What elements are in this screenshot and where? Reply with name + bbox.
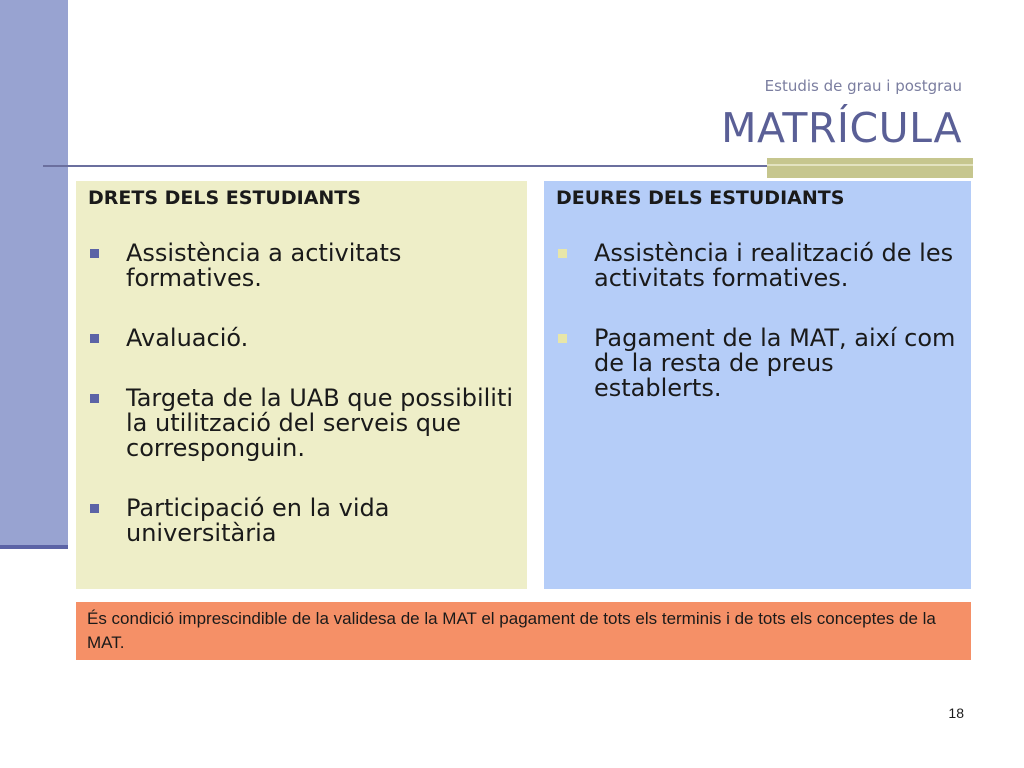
slide-title: MATRÍCULA	[721, 104, 962, 152]
drets-heading: DRETS DELS ESTUDIANTS	[88, 187, 361, 209]
drets-list	[88, 241, 517, 581]
condition-note: És condició imprescindible de la validesa de la MAT el pagament de tots els terminis i de tots els conceptes de la MAT.	[76, 602, 971, 660]
list-item-text: Assistència a activitats formatives.	[126, 239, 402, 292]
list-item-text: Participació en la vida universitària	[126, 494, 390, 547]
list-item-text: Pagament de la MAT, així com de la resta de preus establerts.	[594, 324, 956, 402]
square-bullet-icon	[90, 504, 99, 513]
slide-subtitle: Estudis de grau i postgrau	[764, 77, 962, 95]
list-item	[88, 386, 517, 461]
deures-list	[556, 241, 961, 436]
title-accent-block	[767, 158, 973, 178]
list-item	[88, 496, 517, 546]
drets-panel	[76, 181, 527, 589]
deures-heading: DEURES DELS ESTUDIANTS	[556, 187, 845, 209]
list-item	[556, 326, 961, 401]
list-item	[88, 326, 517, 351]
square-bullet-icon	[558, 334, 567, 343]
left-sidebar-decoration	[0, 0, 68, 545]
left-sidebar-underline	[0, 545, 68, 549]
list-item	[556, 241, 961, 291]
list-item	[88, 241, 517, 291]
list-item-text: Assistència i realització de les activitats formatives.	[594, 239, 954, 292]
page-number: 18	[948, 705, 964, 721]
square-bullet-icon	[90, 249, 99, 258]
square-bullet-icon	[558, 249, 567, 258]
square-bullet-icon	[90, 394, 99, 403]
square-bullet-icon	[90, 334, 99, 343]
deures-panel	[544, 181, 971, 589]
list-item-text: Avaluació.	[126, 324, 249, 352]
list-item-text: Targeta de la UAB que possibiliti la utilització del serveis que corresponguin.	[126, 384, 514, 462]
accent-stripe	[767, 164, 973, 166]
